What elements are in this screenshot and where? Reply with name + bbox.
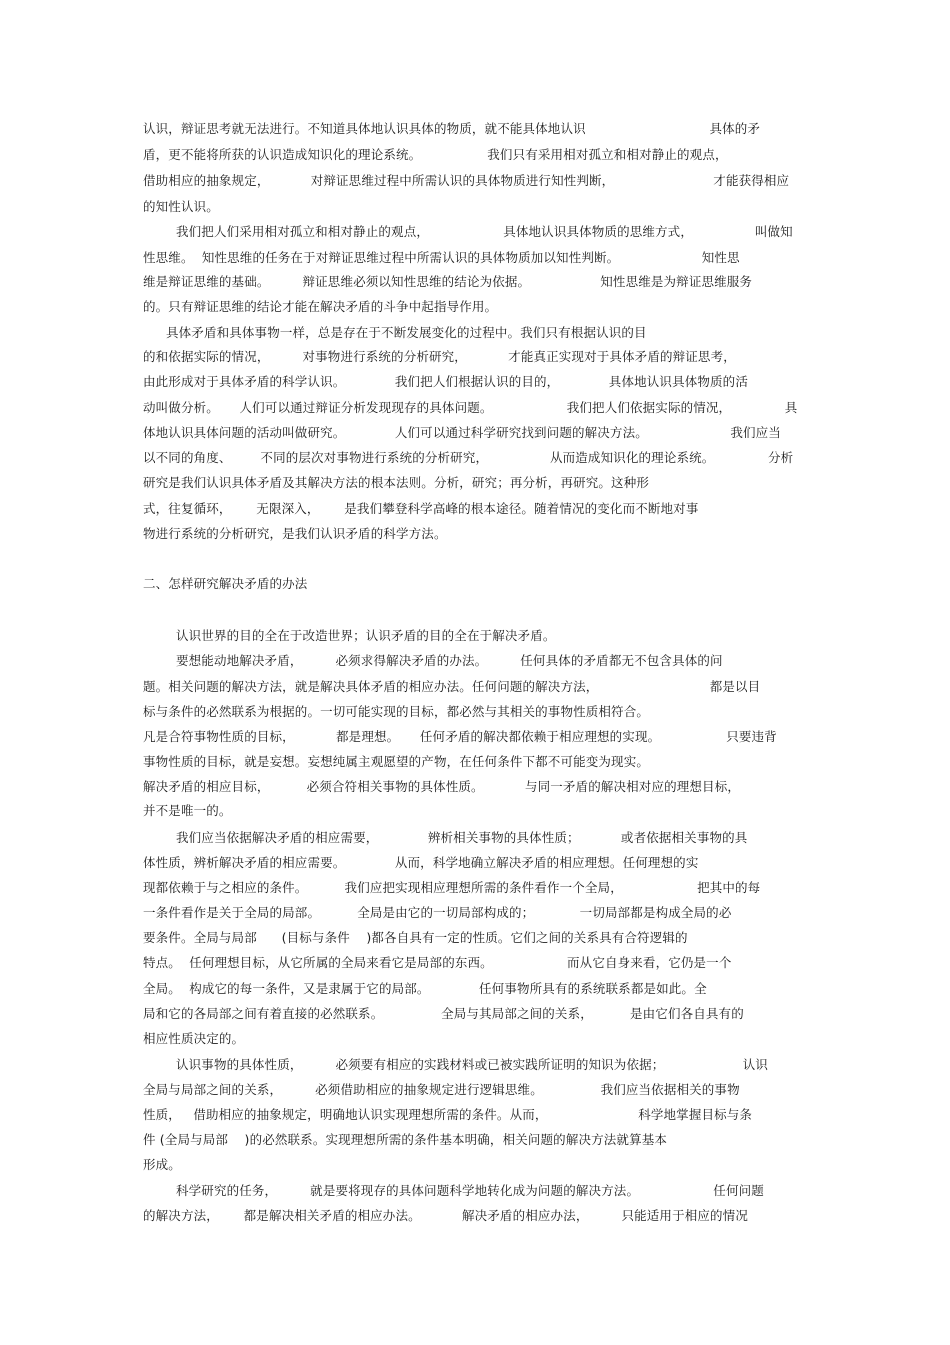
text-line: 盾，更不能将所获的认识造成知识化的理论系统。 我们只有采用相对孤立和相对静止的观点， (143, 147, 728, 162)
text-line: 认识世界的目的全在于改造世界；认识矛盾的目的全在于解决矛盾。 (176, 628, 556, 643)
text-line: 要想能动地解决矛盾， 必须求得解决矛盾的办法。 任何具体的矛盾都无不包含具体的问 (176, 653, 723, 668)
text-line: 我们应当依据解决矛盾的相应需要， 辨析相关事物的具体性质； 或者依据相关事物的具 (176, 830, 748, 845)
text-line: 式，往复循环， 无限深入， 是我们攀登科学高峰的根本途径。随着情况的变化而不断地对事 (143, 501, 699, 516)
text-line: 体地认识具体问题的活动叫做研究。 人们可以通过科学研究找到问题的解决方法。 我们应当 (143, 425, 781, 440)
text-line: 全局与局部之间的关系， 必须借助相应的抽象规定进行逻辑思维。 我们应当依据相关的事物 (143, 1082, 740, 1097)
text-line: 解决矛盾的相应目标， 必须合符相关事物的具体性质。 与同一矛盾的解决相对应的理想目标， (143, 779, 740, 794)
text-line: 题。相关问题的解决方法，就是解决具体矛盾的相应办法。任何问题的解决方法， 都是以目 (143, 679, 761, 694)
text-line: 由此形成对于具体矛盾的科学认识。 我们把人们根据认识的目的， 具体地认识具体物质的活 (143, 374, 748, 389)
text-line: 借助相应的抽象规定， 对辩证思维过程中所需认识的具体物质进行知性判断， 才能获得相应 (143, 173, 790, 188)
text-line: 相应性质决定的。 (143, 1031, 245, 1046)
text-line: 件 (全局与局部 )的必然联系。实现理想所需的条件基本明确，相关问题的解决方法就算基本 (143, 1132, 668, 1147)
text-line: 要条件。全局与局部 (目标与条件 )都各自具有一定的性质。它们之间的关系具有合符逻辑的 (143, 930, 688, 945)
text-line: 具体矛盾和具体事物一样，总是存在于不断发展变化的过程中。我们只有根据认识的目 (166, 325, 647, 340)
text-line: 物进行系统的分析研究，是我们认识矛盾的科学方法。 (143, 526, 447, 541)
text-line: 的解决方法， 都是解决相关矛盾的相应办法。 解决矛盾的相应办法， 只能适用于相应的情况 (143, 1208, 748, 1223)
text-line: 一条件看作是关于全局的局部。 全局是由它的一切局部构成的； 一切局部都是构成全局的必 (143, 905, 732, 920)
text-line: 特点。 任何理想目标，从它所属的全局来看它是局部的东西。 而从它自身来看，它仍是一个 (143, 955, 732, 970)
text-line: 性质， 借助相应的抽象规定，明确地认识实现理想所需的条件。从而， 科学地掌握目标与条 (143, 1107, 753, 1122)
text-line: 事物性质的目标，就是妄想。妄想纯属主观愿望的产物，在任何条件下都不可能变为现实。 (143, 754, 650, 769)
text-line: 研究是我们认识具体矛盾及其解决方法的根本法则。分析，研究；再分析，再研究。这种形 (143, 475, 650, 490)
text-line: 体性质，辨析解决矛盾的相应需要。 从而，科学地确立解决矛盾的相应理想。任何理想的实 (143, 855, 699, 870)
text-line: 的和依据实际的情况， 对事物进行系统的分析研究， 才能真正实现对于具体矛盾的辩证思考， (143, 349, 736, 364)
text-line: 凡是合符事物性质的目标， 都是理想。 任何矛盾的解决都依赖于相应理想的实现。 只要违背 (143, 729, 777, 744)
text-line: 维是辩证思维的基础。 辩证思维必须以知性思维的结论为依据。 知性思维是为辩证思维服务 (143, 274, 753, 289)
text-line: 动叫做分析。 人们可以通过辩证分析发现现存的具体问题。 我们把人们依据实际的情况， 具 (143, 400, 798, 415)
text-line: 认识事物的具体性质， 必须要有相应的实践材料或已被实践所证明的知识为依据； 认识 (176, 1057, 769, 1072)
text-line: 的。只有辩证思维的结论才能在解决矛盾的斗争中起指导作用。 (143, 299, 498, 314)
text-line: 的知性认识。 (143, 199, 219, 214)
text-line: 并不是唯一的。 (143, 803, 232, 818)
text-line: 标与条件的必然联系为根据的。一切可能实现的目标，都必然与其相关的事物性质相符合。 (143, 704, 650, 719)
text-line: 现都依赖于与之相应的条件。 我们应把实现相应理想所需的条件看作一个全局， 把其中的每 (143, 880, 761, 895)
text-line: 科学研究的任务， 就是要将现存的具体问题科学地转化成为问题的解决方法。 任何问题 (176, 1183, 764, 1198)
section-heading: 二、怎样研究解决矛盾的办法 (143, 576, 308, 591)
text-line: 认识，辩证思考就无法进行。不知道具体地认识具体的物质，就不能具体地认识 具体的矛 (143, 121, 761, 136)
text-line: 局和它的各局部之间有着直接的必然联系。 全局与其局部之间的关系， 是由它们各自具有的 (143, 1006, 744, 1021)
text-line: 以不同的角度、 不同的层次对事物进行系统的分析研究， 从而造成知识化的理论系统。 分析 (143, 450, 794, 465)
text-line: 我们把人们采用相对孤立和相对静止的观点， 具体地认识具体物质的思维方式， 叫做知 (176, 224, 793, 239)
text-line: 形成。 (143, 1157, 181, 1172)
text-line: 性思维。 知性思维的任务在于对辩证思维过程中所需认识的具体物质加以知性判断。 知性思 (143, 250, 740, 265)
text-line: 全局。 构成它的每一条件，又是隶属于它的局部。 任何事物所具有的系统联系都是如此。全 (143, 981, 707, 996)
